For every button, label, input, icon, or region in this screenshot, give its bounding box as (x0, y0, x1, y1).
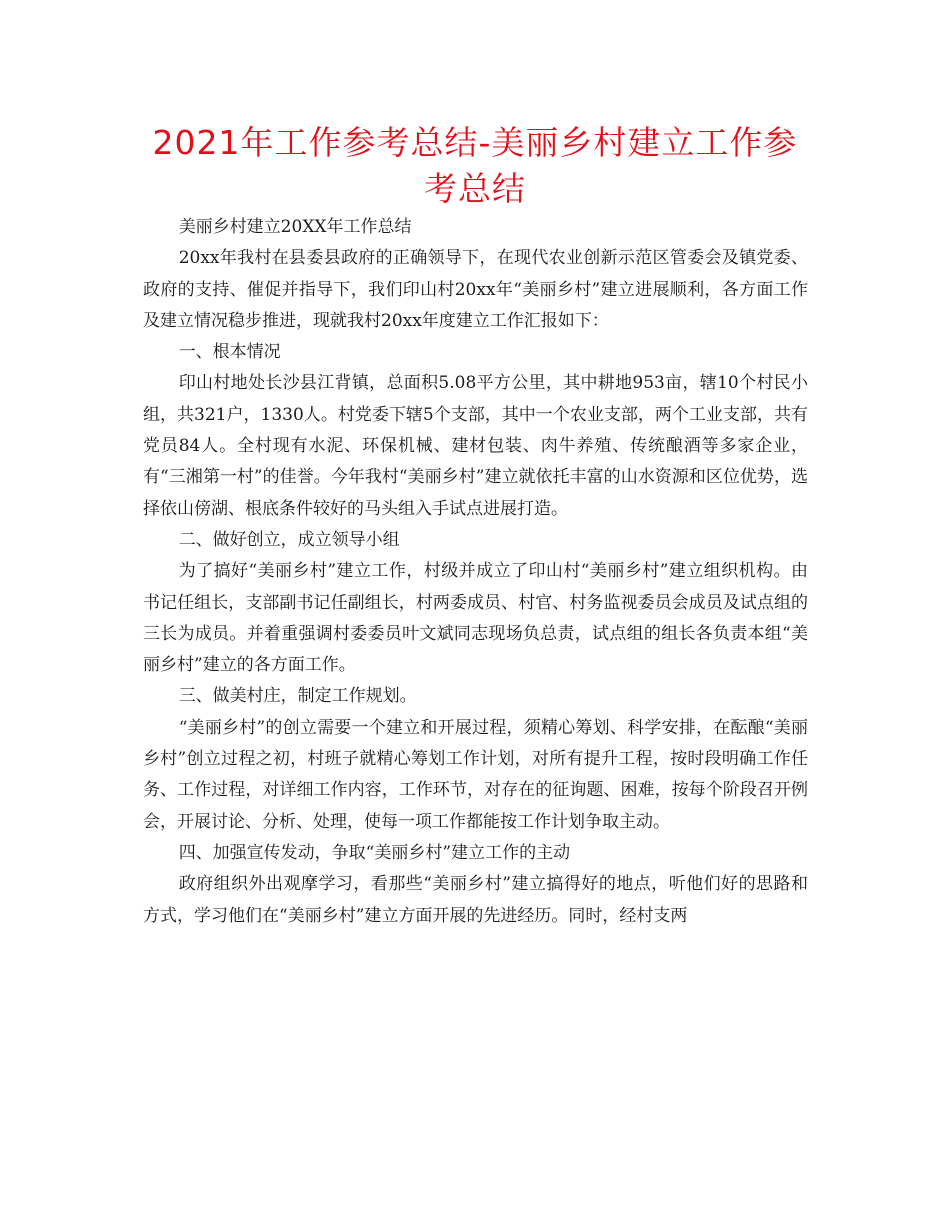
paragraph: 印山村地处长沙县江背镇，总面积5.08平方公里，其中耕地953亩，辖10个村民小组，共321户，1330人。村党委下辖5个支部，其中一个农业支部，两个工业支部，共有党员84人。全村现有水泥、环保机械、建材包装、肉牛养殖、传统酿酒等多家企业，有“三湘第一村”的佳誉。今年我村“美丽乡村”建立就依托丰富的山水资源和区位优势，选择依山傍湖、根底条件较好的马头组入手试点进展打造。 (143, 373, 808, 519)
paragraph-subtitle: 美丽乡村建立20XX年工作总结 (178, 217, 412, 237)
paragraph: 20xx年我村在县委县政府的正确领导下，在现代农业创新示范区管委会及镇党委、政府的支持、催促并指导下，我们印山村20xx年“美丽乡村”建立进展顺利，各方面工作及建立情况稳步推进，现就我村20xx年度建立工作汇报如下： (143, 248, 808, 331)
section-heading: 四、加强宣传发动，争取“美丽乡村”建立工作的主动 (178, 842, 571, 863)
paragraph: 政府组织外出观摩学习，看那些“美丽乡村”建立搞得好的地点，听他们好的思路和方式，学习他们在“美丽乡村”建立方面开展的先进经历。同时，经村支两 (143, 874, 808, 926)
section-heading: 二、做好创立，成立领导小组 (178, 529, 400, 550)
document-title: 2021年工作参考总结-美丽乡村建立工作参考总结 (152, 123, 798, 208)
section-heading: 一、根本情况 (178, 342, 281, 363)
document-body (143, 212, 808, 932)
section-heading: 三、做美村庄，制定工作规划。 (178, 686, 417, 707)
paragraph: “美丽乡村”的创立需要一个建立和开展过程，须精心筹划、科学安排，在酝酿“美丽乡村”创立过程之初，村班子就精心筹划工作计划，对所有提升工程，按时段明确工作任务、工作过程，对详细工作内容，工作环节，对存在的征询题、困难，按每个阶段召开例会，开展讨论、分析、处理，使每一项工作都能按工作计划争取主动。 (143, 717, 808, 832)
paragraph: 为了搞好“美丽乡村”建立工作，村级并成立了印山村“美丽乡村”建立组织机构。由书记任组长，支部副书记任副组长，村两委成员、村官、村务监视委员会成员及试点组的三长为成员。并着重强调村委委员叶文斌同志现场负总责，试点组的组长各负责本组“美丽乡村”建立的各方面工作。 (143, 561, 808, 676)
